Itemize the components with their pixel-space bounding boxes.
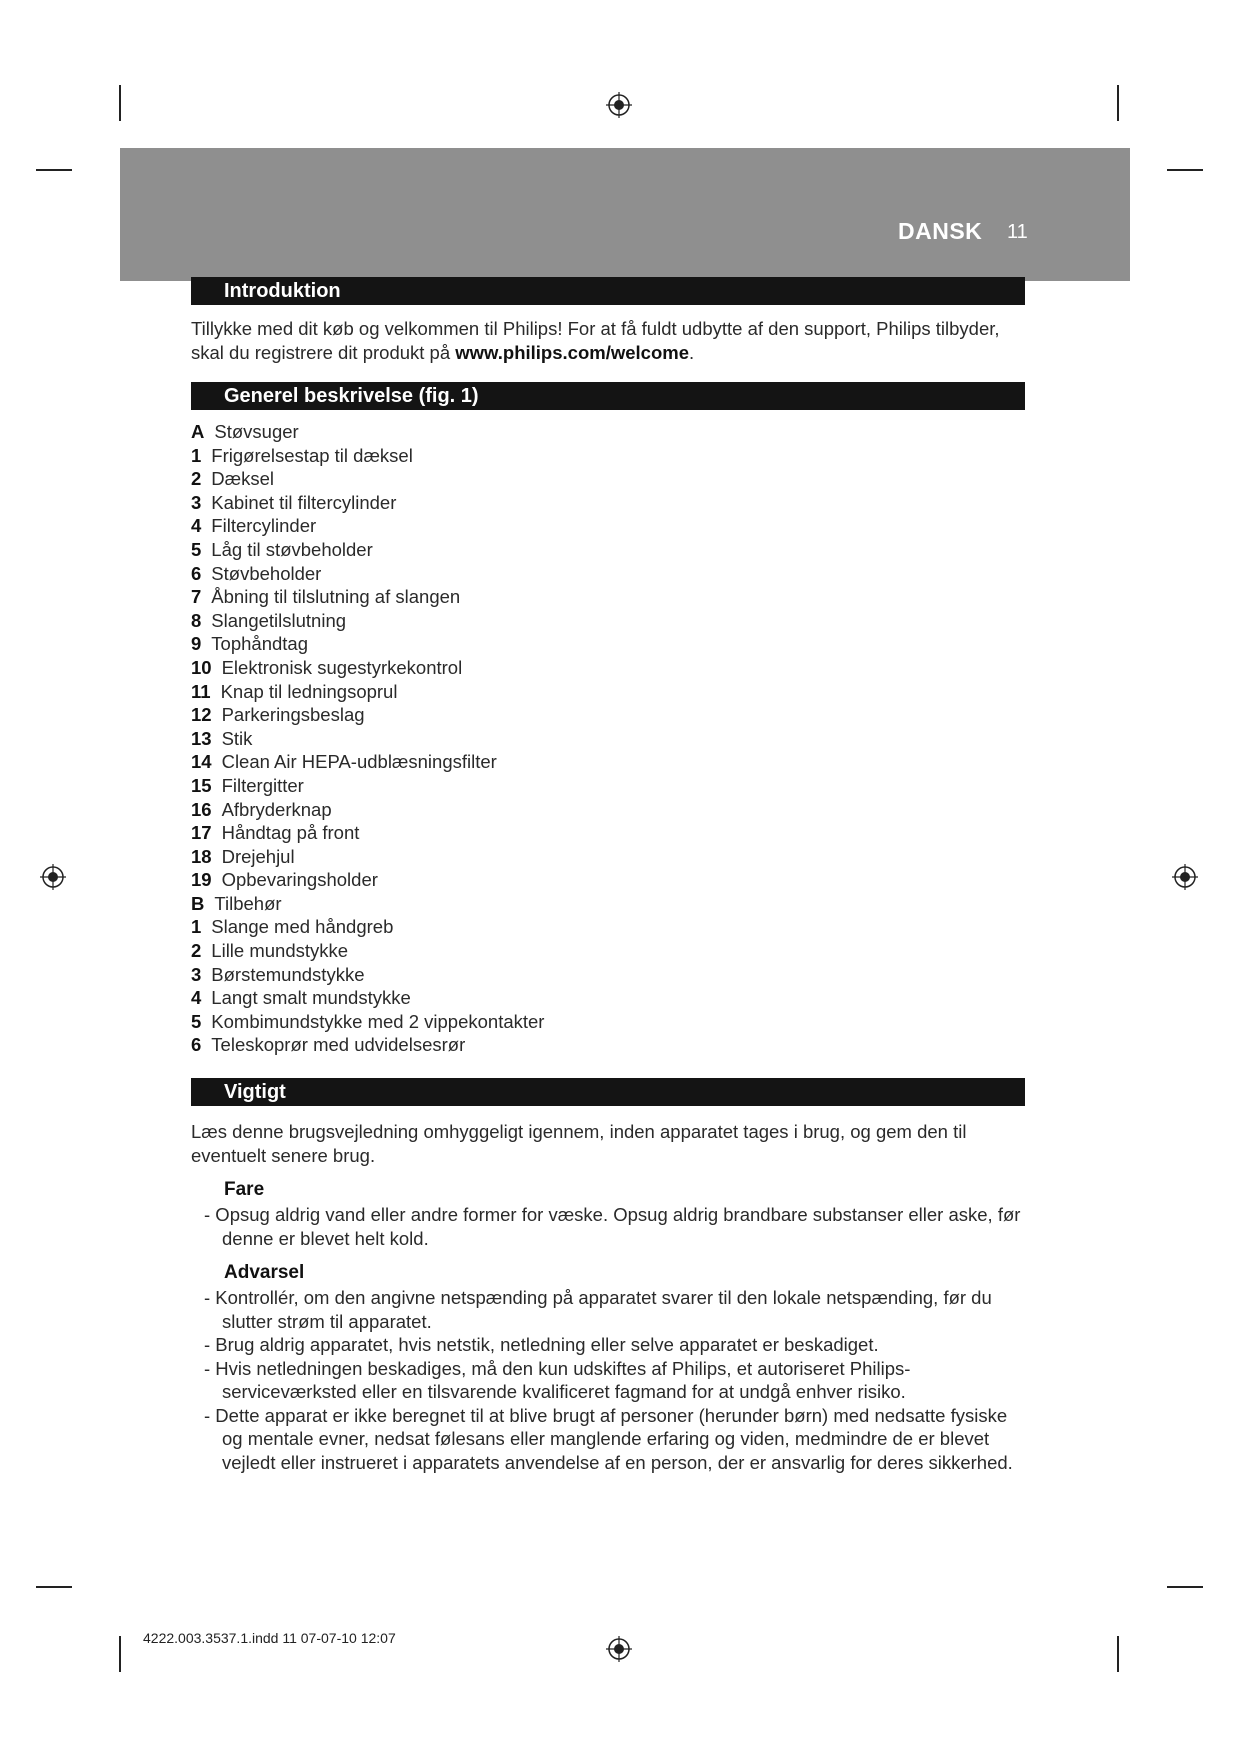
list-item: 8 Slangetilslutning <box>191 609 347 631</box>
danger-list <box>204 1203 1024 1250</box>
list-item: 5 Kombimundstykke med 2 vippekontakter <box>191 1010 545 1032</box>
section-heading-label: Vigtigt <box>224 1081 286 1103</box>
section-heading-label: Introduktion <box>224 280 341 302</box>
list-item: 5 Låg til støvbeholder <box>191 538 373 560</box>
list-item: - Brug aldrig apparatet, hvis netstik, netledning eller selve apparatet er beskadiget. <box>204 1334 879 1355</box>
welcome-link[interactable]: www.philips.com/welcome <box>455 341 689 363</box>
list-item: 2 Lille mundstykke <box>191 940 349 962</box>
list-item: 18 Drejehjul <box>191 845 295 867</box>
list-item: 17 Håndtag på front <box>191 822 360 844</box>
list-item: 13 Stik <box>191 727 253 749</box>
parts-list <box>191 420 891 1057</box>
warning-title: Advarsel <box>224 1262 305 1283</box>
registration-mark-icon <box>606 1636 632 1662</box>
section-heading-intro <box>191 277 1025 305</box>
section-heading-description <box>191 382 1025 410</box>
list-item: 9 Tophåndtag <box>191 633 308 655</box>
intro-paragraph <box>191 317 1031 364</box>
crop-mark-bottom-left <box>119 1636 121 1672</box>
list-item: 14 Clean Air HEPA-udblæsningsfilter <box>191 751 497 773</box>
list-item: 3 Kabinet til filtercylinder <box>191 491 397 513</box>
registration-mark-icon <box>40 864 66 890</box>
list-item: 7 Åbning til tilslutning af slangen <box>191 586 461 608</box>
crop-mark-bottom-right <box>1117 1636 1119 1672</box>
list-item: 10 Elektronisk sugestyrkekontrol <box>191 656 463 678</box>
crop-mark-right-upper <box>1167 169 1203 171</box>
list-item: 11 Knap til ledningsoprul <box>191 680 398 702</box>
list-item: 19 Opbevaringsholder <box>191 869 378 891</box>
list-item: 12 Parkeringsbeslag <box>191 704 365 726</box>
list-item: - Dette apparat er ikke beregnet til at blive brugt af personer (herunder børn) med nedsatte fysiske og mentale evner, nedsat følesans eller manglende erfaring og viden, medmindre de er blevet vejledt eller instrueret i apparatets anvendelse af en person, der er ansvarlig for deres sikkerhed. <box>204 1404 1013 1473</box>
registration-mark-icon <box>606 92 632 118</box>
danger-title: Fare <box>224 1179 265 1200</box>
intro-end: . <box>688 341 695 363</box>
section-heading-important <box>191 1078 1025 1106</box>
warning-list <box>204 1286 1024 1474</box>
list-item: 6 Teleskoprør med udvidelsesrør <box>191 1034 466 1056</box>
list-item: 4 Langt smalt mundstykke <box>191 987 411 1009</box>
list-item: B Tilbehør <box>191 892 282 914</box>
page-number: 11 <box>1007 221 1028 243</box>
list-item: 15 Filtergitter <box>191 774 304 796</box>
intro-text: Tillykke med dit køb og velkommen til Philips! For at få fuldt udbytte af den support, Philips tilbyder, skal du registrere dit produkt på <box>191 318 1000 363</box>
registration-mark-icon <box>1172 864 1198 890</box>
list-item: 4 Filtercylinder <box>191 515 317 537</box>
language-label: DANSK <box>898 218 983 244</box>
crop-mark-left-upper <box>36 169 72 171</box>
crop-mark-top-left <box>119 85 121 121</box>
list-item: 16 Afbryderknap <box>191 798 332 820</box>
list-item: - Hvis netledningen beskadiges, må den kun udskiftes af Philips, et autoriseret Philips-serviceværksted eller en tilsvarende kvalificeret fagmand for at undgå enhver risiko. <box>204 1357 911 1402</box>
crop-mark-top-right <box>1117 85 1119 121</box>
crop-mark-right-lower <box>1167 1586 1203 1588</box>
important-intro: Læs denne brugsvejledning omhyggeligt igennem, inden apparatet tages i brug, og gem den til eventuelt senere brug. <box>191 1121 967 1166</box>
list-item: A Støvsuger <box>191 421 299 442</box>
list-item: 6 Støvbeholder <box>191 562 322 584</box>
list-item: 1 Frigørelsestap til dæksel <box>191 444 413 466</box>
list-item: - Opsug aldrig vand eller andre former for væske. Opsug aldrig brandbare substanser eller aske, før denne er blevet helt kold. <box>204 1204 1021 1249</box>
section-heading-label: Generel beskrivelse (fig. 1) <box>224 385 479 407</box>
crop-mark-left-lower <box>36 1586 72 1588</box>
list-item: 3 Børstemundstykke <box>191 963 365 985</box>
list-item: 1 Slange med håndgreb <box>191 916 394 938</box>
header-band <box>120 148 1130 281</box>
file-info: 4222.003.3537.1.indd 11 07-07-10 12:07 <box>143 1630 396 1646</box>
list-item: 2 Dæksel <box>191 468 275 490</box>
list-item: - Kontrollér, om den angivne netspænding på apparatet svarer til den lokale netspænding, før du slutter strøm til apparatet. <box>204 1287 992 1332</box>
